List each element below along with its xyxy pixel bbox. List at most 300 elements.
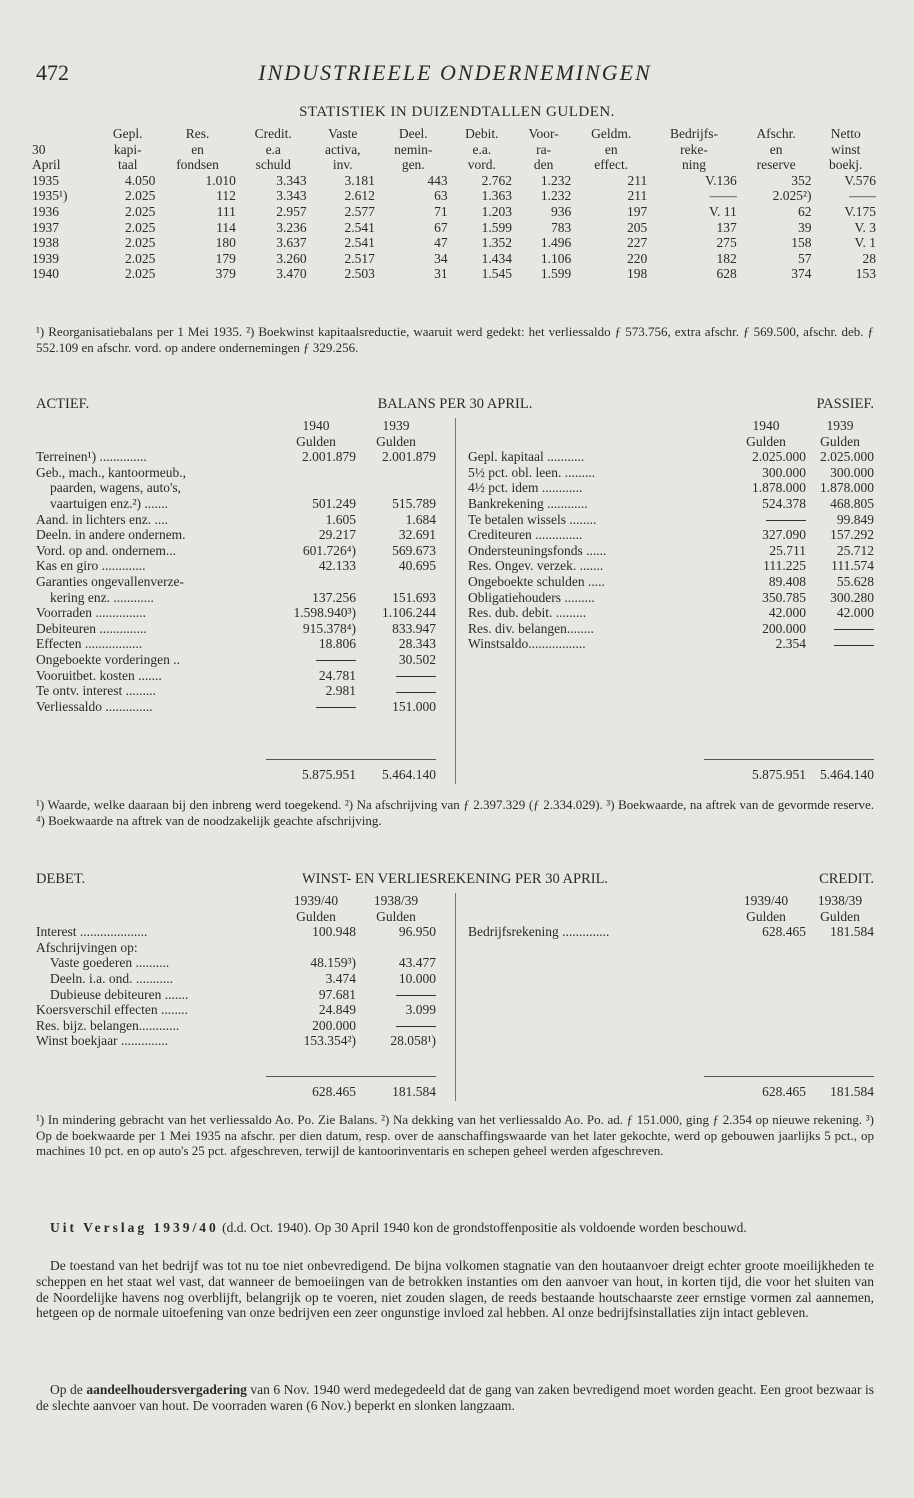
stat-cell: 443 (427, 172, 448, 188)
stat-header-cell: en (769, 141, 783, 157)
column-divider (455, 893, 456, 1101)
total-value: 5.875.951 (302, 767, 356, 782)
stat-cell: 1938 (32, 235, 59, 251)
table-row (30, 173, 878, 189)
stat-cell: 2.957 (276, 203, 307, 219)
stat-header-cell: en (191, 141, 204, 157)
stat-cell: 63 (434, 188, 448, 204)
unit-header: Gulden (376, 908, 416, 924)
item-value: 327.090 (762, 527, 806, 543)
column-header-row (36, 893, 436, 909)
stat-header-cell: e.a (265, 141, 281, 157)
stat-cell: 1.010 (205, 172, 236, 188)
item-label: Debiteuren .............. (36, 620, 147, 636)
left-column (36, 418, 436, 784)
stat-header-cell: Geldm. (591, 126, 632, 141)
stat-cell: 211 (627, 172, 648, 188)
year-header: 1939/40 (293, 893, 339, 908)
stat-header-cell: Bedrijfs- (670, 126, 718, 141)
item-value: 2.001.879 (382, 449, 436, 465)
dash-mark (316, 660, 356, 661)
item-label: Res. bijz. belangen............ (36, 1017, 180, 1033)
stat-cell: 628 (716, 266, 737, 282)
stat-cell: 2.762 (481, 172, 513, 188)
unit-header: Gulden (746, 908, 786, 924)
balance-heading (36, 396, 874, 414)
item-value: 1.106.244 (382, 605, 436, 621)
total-row (36, 1084, 436, 1100)
actief-heading: ACTIEF. (36, 396, 90, 412)
item-value: 833.947 (392, 620, 436, 636)
stat-cell: 153 (855, 266, 876, 282)
stat-cell: 47 (434, 235, 448, 251)
item-label: Winstsaldo................. (468, 636, 586, 652)
item-label: 4½ pct. idem ............ (468, 480, 583, 496)
stat-cell: —— (849, 188, 876, 204)
list-item (468, 590, 874, 606)
item-value: 24.849 (318, 1002, 356, 1018)
item-label: Te betalen wissels ........ (468, 511, 597, 527)
report-rest: (d.d. Oct. 1940). Op 30 April 1940 kon de grondstoffenpositie als voldoende worden beschouwd. (218, 1220, 747, 1235)
list-item (36, 955, 436, 971)
item-value: 2.981 (325, 683, 356, 699)
stat-cell: V.175 (844, 203, 876, 219)
item-label: Verliessaldo .............. (36, 698, 153, 714)
meeting-a: Op de (50, 1382, 87, 1397)
statistics-footnote: ¹) Reorganisatiebalans per 1 Mei 1935. ²) Boekwinst kapitaalsreductie, waaruit werd gedekt: het verliessaldo ƒ 573.756, extra afschr. ƒ 569.500, afschr. deb. ƒ 552.109 en afschr. vord. op andere ondernemingen ƒ 329.256. (36, 324, 874, 355)
stat-cell: 1.203 (481, 203, 513, 219)
stat-cell: 352 (791, 172, 812, 188)
right-column (468, 418, 874, 784)
item-value: 55.628 (836, 573, 874, 589)
stat-cell: 4.050 (124, 172, 156, 188)
dash-mark (396, 1026, 436, 1027)
year-header: 1938/39 (373, 893, 419, 908)
stat-cell: 2.025²) (772, 188, 812, 204)
list-item (468, 449, 874, 465)
pl-heading (36, 871, 874, 889)
stat-cell: 34 (434, 250, 448, 266)
total-value: 5.464.140 (820, 767, 874, 782)
item-value: 42.133 (318, 558, 356, 574)
stat-cell: 1939 (32, 250, 59, 266)
item-value: 99.849 (836, 511, 874, 527)
list-item (468, 496, 874, 512)
stat-header-cell: Netto (830, 126, 861, 141)
business-paragraph: De toestand van het bedrijf was tot nu toe niet onbevredigend. De bijna volkomen stagnatie van den houtaanvoer dreigt echter groote moeilijkheden te scheppen en het staat wel vast, dat wanneer de bemoeiingen van de betrokken instanties om den aanvoer van hout, in korten tijd, die voor het sluiten van de Noordelijke havens nog overblijft, belangrijk op te voeren, niet zouden slagen, de reeds bestaande houtschaarste zeer ernstige vormen zal aannemen, hetgeen op de normale uitoefening van onze bedrijven een zeer ongunstige invloed zal hebben. Al onze bedrijfsinstallaties zijn intact gebleven. (36, 1258, 874, 1321)
stat-header-cell: Afschr. (756, 126, 796, 141)
item-value: 501.249 (312, 495, 356, 511)
stat-cell: 158 (791, 235, 812, 251)
balance-footnote: ¹) Waarde, welke daaraan bij den inbreng werd toegekend. ²) Na afschrijving van ƒ 2.397.329 (ƒ 2.334.029). ³) Boekwaarde, na aftrek van de gevormde reserve. ⁴) Boekwaarde na aftrek van de noodzakelijk geachte afschrijving. (36, 797, 874, 828)
stat-header-cell: Res. (185, 126, 210, 141)
item-label: Vord. op and. ondernem... (36, 542, 176, 558)
stat-cell: 28 (862, 250, 876, 266)
list-item (468, 527, 874, 543)
stat-cell: —— (709, 188, 737, 204)
stat-header-cell: en (604, 141, 618, 157)
item-label: Te ontv. interest ......... (36, 683, 157, 699)
item-label: Aand. in lichters enz. .... (36, 511, 168, 527)
report-lead: Uit Verslag 1939/40 (50, 1220, 219, 1235)
item-label: Obligatiehouders ......... (468, 589, 595, 605)
unit-header: Gulden (746, 433, 786, 449)
list-item (36, 558, 436, 574)
stat-header-cell: reke- (680, 141, 708, 157)
stat-cell: V. 1 (854, 235, 876, 251)
list-item (36, 683, 436, 699)
item-value: 18.806 (318, 636, 356, 652)
column-header-row (36, 909, 436, 925)
stat-cell: V.136 (705, 172, 737, 188)
item-label: Kas en giro ............. (36, 558, 146, 574)
item-value: 42.000 (836, 605, 874, 621)
stat-header-cell: gen. (401, 157, 425, 173)
item-label: kering enz. ............ (50, 589, 154, 605)
credit-heading: CREDIT. (819, 871, 874, 887)
dash-mark (396, 676, 436, 677)
list-item (468, 480, 874, 496)
dash-mark (834, 629, 874, 630)
stat-cell: 3.343 (276, 188, 307, 204)
unit-header: Gulden (820, 908, 860, 924)
total-row (36, 767, 436, 783)
stat-cell: 1.232 (540, 172, 572, 188)
stat-cell: 2.577 (344, 203, 375, 219)
stat-cell: 3.470 (276, 266, 307, 282)
list-item (468, 558, 874, 574)
total-value: 628.465 (312, 1084, 356, 1099)
stat-header-cell: Debit. (465, 126, 499, 141)
stat-cell: 2.612 (344, 188, 375, 204)
stat-header-cell: Gepl. (112, 126, 143, 141)
right-column (468, 893, 874, 1101)
list-item (468, 605, 874, 621)
item-label: Terreinen¹) .............. (36, 449, 147, 465)
report-paragraph (36, 1220, 874, 1236)
table-row (30, 251, 878, 267)
item-label: Ongeboekte vorderingen .. (36, 651, 180, 667)
year-header: 1940 (752, 418, 780, 433)
page-number: 472 (36, 60, 69, 85)
dash-mark (834, 645, 874, 646)
item-label: vaartuigen enz.²) ....... (50, 495, 168, 511)
item-label: Gepl. kapitaal ........... (468, 449, 585, 465)
item-value (726, 512, 806, 528)
stat-cell: 2.025 (124, 250, 156, 266)
meeting-bold: aandeelhoudersvergadering (86, 1382, 247, 1397)
stat-header-cell: den (533, 157, 554, 173)
list-item (36, 940, 436, 956)
column-header-row (468, 909, 874, 925)
stat-cell: 114 (216, 219, 236, 235)
stat-header-cell (30, 126, 98, 142)
item-label: Koersverschil effecten ........ (36, 1002, 188, 1018)
item-value: 48.159³) (310, 955, 356, 971)
total-rule (704, 1076, 874, 1077)
stat-cell: 205 (626, 219, 648, 235)
total-value: 5.464.140 (382, 767, 436, 782)
unit-header: Gulden (376, 433, 416, 449)
stat-cell: 1.434 (481, 250, 513, 266)
item-label: Bedrijfsrekening .............. (468, 924, 610, 940)
stat-cell: 2.025 (124, 188, 156, 204)
list-item (36, 543, 436, 559)
total-rule (266, 1076, 436, 1077)
stat-cell: 2.541 (344, 235, 375, 251)
stat-cell: 71 (434, 203, 448, 219)
column-header-row (468, 418, 874, 434)
pl-footnote: ¹) In mindering gebracht van het verliessaldo Ao. Po. Zie Balans. ²) Na dekking van het verliessaldo Ao. Po. ad. ƒ 151.000, ging ƒ 2.354 op nieuwe rekening. ³) Op de boekwaarde per 1 Mei 1935 na afschr. per dien datum, resp. over de aanschaffingswaarde van het later gekochte, werd op gebouwen jaarlijks 5 pct., op machines 10 pct. en op auto's 25 pct. afgeschreven, terwijl de kantoorinventaris en schepen geheel werden afgeschreven. (36, 1112, 874, 1158)
list-item (468, 924, 874, 940)
stat-cell: 3.260 (276, 250, 307, 266)
item-label: Deeln. i.a. ond. ........... (50, 970, 173, 986)
item-value: 181.584 (830, 924, 874, 940)
item-label: Effecten ................. (36, 636, 143, 652)
total-value: 628.465 (762, 1084, 806, 1099)
stat-cell: 1936 (32, 203, 59, 219)
list-item (36, 449, 436, 465)
table-row (30, 220, 878, 236)
unit-header: Gulden (296, 908, 336, 924)
list-item (36, 1018, 436, 1034)
item-label: paarden, wagens, auto's, (50, 480, 182, 496)
list-item (36, 668, 436, 684)
list-item (36, 699, 436, 715)
stat-header-cell: schuld (255, 157, 291, 173)
stat-header-cell: effect. (594, 157, 629, 173)
item-value (276, 699, 356, 715)
stat-cell: 111 (216, 203, 236, 219)
item-label: Interest .................... (36, 924, 148, 940)
list-item (36, 1033, 436, 1049)
year-header: 1939 (826, 418, 854, 433)
stat-header-cell: 30 (32, 141, 46, 157)
item-value (276, 652, 356, 668)
stat-cell: 182 (716, 250, 737, 266)
item-label: Res. dub. debit. ......... (468, 605, 587, 621)
item-label: Geb., mach., kantoormeub., (36, 464, 186, 480)
stat-header-cell: nemin- (394, 141, 433, 157)
balance-sheet (36, 418, 874, 784)
list-item (468, 574, 874, 590)
statistics-caption: STATISTIEK IN DUIZENDTALLEN GULDEN. (299, 104, 615, 120)
stat-cell: 39 (797, 219, 812, 235)
stat-cell: 2.541 (344, 219, 375, 235)
item-value: 3.474 (325, 970, 356, 986)
item-value (356, 683, 436, 699)
item-value: 468.805 (830, 495, 874, 511)
stat-cell: 1.232 (540, 188, 572, 204)
item-value (356, 987, 436, 1003)
item-value: 350.785 (762, 589, 806, 605)
item-value: 28.058¹) (390, 1033, 436, 1049)
stat-cell: 1.106 (540, 250, 572, 266)
item-value: 200.000 (762, 620, 806, 636)
stat-header-cell: e.a. (472, 141, 492, 157)
stat-cell: 137 (716, 219, 737, 235)
running-title: INDUSTRIEELE ONDERNEMINGEN (258, 60, 652, 85)
item-value: 524.378 (762, 495, 806, 511)
stat-cell: 1.599 (481, 219, 513, 235)
stat-header-cell: inv. (332, 157, 353, 173)
stat-header-cell: Voor- (528, 126, 559, 141)
item-value: 10.000 (398, 970, 436, 986)
table-row (30, 266, 878, 282)
item-value: 2.001.879 (302, 449, 356, 465)
stat-header-cell: kapi- (113, 141, 142, 157)
item-value: 2.025.000 (820, 449, 874, 465)
item-value: 100.948 (312, 924, 356, 940)
total-value: 181.584 (392, 1084, 436, 1099)
column-header-row (36, 434, 436, 450)
item-label: Garanties ongevallenverze- (36, 573, 185, 589)
dash-mark (396, 995, 436, 996)
item-value: 24.781 (318, 667, 356, 683)
stat-cell: 1935 (32, 172, 59, 188)
debet-heading: DEBET. (36, 871, 86, 887)
item-value: 30.502 (398, 651, 436, 667)
item-label: Ondersteuningsfonds ...... (468, 542, 607, 558)
item-value: 1.878.000 (752, 480, 806, 496)
stat-cell: 180 (215, 235, 236, 251)
column-header-row (36, 418, 436, 434)
item-value: 151.000 (392, 698, 436, 714)
item-value: 42.000 (768, 605, 806, 621)
stat-header-cell: Vaste (328, 126, 358, 141)
stat-cell: 1.352 (481, 235, 513, 251)
item-label: 5½ pct. obl. leen. ......... (468, 464, 596, 480)
dash-mark (316, 707, 356, 708)
item-label: Ongeboekte schulden ..... (468, 573, 605, 589)
item-value: 569.673 (392, 542, 436, 558)
stat-cell: 2.517 (344, 250, 375, 266)
item-value (806, 636, 874, 652)
stat-header-cell: fondsen (176, 157, 219, 173)
dash-mark (766, 520, 806, 521)
balance-title: BALANS PER 30 APRIL. (377, 396, 533, 412)
item-value: 28.343 (398, 636, 436, 652)
meeting-paragraph (36, 1382, 874, 1414)
total-value: 181.584 (830, 1084, 874, 1099)
list-item (36, 496, 436, 512)
list-item (36, 512, 436, 528)
item-value: 96.950 (398, 924, 436, 940)
total-rule (266, 759, 436, 760)
stat-cell: 2.503 (344, 266, 375, 282)
stat-cell: 1.545 (481, 266, 513, 282)
list-item (36, 652, 436, 668)
stat-cell: 62 (797, 203, 812, 219)
stat-cell: 220 (626, 250, 648, 266)
list-item (36, 480, 436, 496)
item-value: 515.789 (392, 495, 436, 511)
item-value: 111.225 (763, 558, 806, 574)
stat-cell: 198 (626, 266, 648, 282)
stat-cell: 197 (626, 203, 648, 219)
item-value: 32.691 (398, 527, 436, 543)
stat-cell: 1937 (32, 219, 59, 235)
stat-cell: 2.025 (124, 203, 156, 219)
year-header: 1938/39 (817, 893, 863, 908)
item-label: Res. div. belangen........ (468, 620, 594, 636)
column-divider (455, 418, 456, 784)
statistics-table (30, 126, 878, 282)
item-value: 25.712 (836, 542, 874, 558)
stat-cell: 3.181 (344, 172, 375, 188)
stat-header-cell: boekj. (829, 157, 863, 173)
stat-cell: 3.236 (276, 219, 307, 235)
item-value: 3.099 (405, 1002, 436, 1018)
total-value: 5.875.951 (752, 767, 806, 782)
list-item (468, 636, 874, 652)
item-value: 151.693 (392, 589, 436, 605)
item-value: 153.354²) (303, 1033, 356, 1049)
item-label: Res. Ongev. verzek. ....... (468, 558, 604, 574)
stat-cell: 211 (627, 188, 648, 204)
left-column (36, 893, 436, 1101)
item-value: 628.465 (762, 924, 806, 940)
passief-heading: PASSIEF. (816, 396, 874, 412)
item-value (356, 668, 436, 684)
list-item (36, 636, 436, 652)
column-header-row (468, 893, 874, 909)
stat-cell: 1940 (32, 266, 59, 282)
stat-cell: V. 11 (709, 203, 737, 219)
stat-cell: V.576 (844, 172, 876, 188)
stat-cell: 2.025 (124, 235, 156, 251)
list-item (36, 621, 436, 637)
stat-header-cell: vord. (467, 157, 496, 173)
item-value: 157.292 (830, 527, 874, 543)
item-value: 200.000 (312, 1017, 356, 1033)
stat-header-cell: ra- (536, 141, 552, 157)
list-item (36, 924, 436, 940)
stat-header-cell: winst (831, 141, 861, 157)
stat-cell: 379 (215, 266, 236, 282)
item-label: Crediteuren .............. (468, 527, 583, 543)
stat-cell: 936 (550, 203, 572, 219)
total-row (468, 767, 874, 783)
item-value: 1.878.000 (820, 480, 874, 496)
stat-header-cell: activa, (324, 141, 361, 157)
item-label: Dubieuse debiteuren ....... (50, 986, 189, 1002)
stat-cell: 2.025 (124, 219, 156, 235)
list-item (468, 465, 874, 481)
list-item (468, 512, 874, 528)
item-value: 1.598.940³) (293, 605, 356, 621)
item-value: 97.681 (318, 986, 356, 1002)
item-value: 43.477 (398, 955, 436, 971)
stat-cell: 783 (550, 219, 572, 235)
item-value: 25.711 (769, 542, 806, 558)
year-header: 1939 (382, 418, 410, 433)
pl-account (36, 893, 874, 1101)
item-value: 29.217 (318, 527, 356, 543)
stat-cell: 67 (434, 219, 448, 235)
stat-cell: V. 3 (854, 219, 876, 235)
stat-header-cell: April (32, 157, 61, 173)
stat-header-cell: Deel. (398, 126, 428, 141)
item-value: 2.354 (775, 636, 806, 652)
list-item (36, 605, 436, 621)
unit-header: Gulden (820, 433, 860, 449)
item-value: 2.025.000 (752, 449, 806, 465)
stat-cell: 275 (716, 235, 737, 251)
stat-cell: 31 (434, 266, 448, 282)
list-item (36, 527, 436, 543)
stat-cell: 1.363 (481, 188, 513, 204)
